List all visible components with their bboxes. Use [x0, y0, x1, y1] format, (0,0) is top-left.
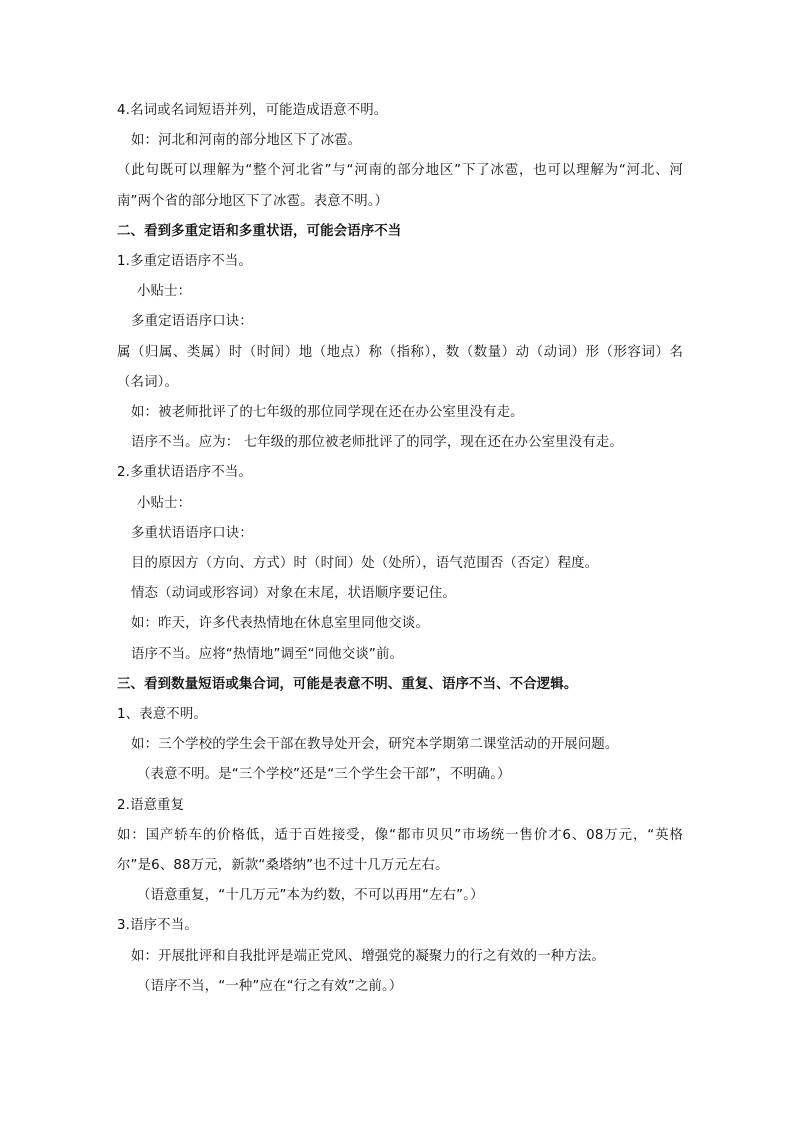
- example-line: 如：河北和河南的部分地区下了冰雹。: [131, 133, 362, 149]
- explanation-line: （语序不当，“一种”应在“行之有效”之前。）: [137, 978, 403, 994]
- list-item-heading: 2.多重状语语序不当。: [117, 465, 252, 481]
- correction-line: 语序不当。应为： 七年级的那位被老师批评了的同学，现在还在办公室里没有走。: [131, 435, 623, 451]
- list-item-heading: 3.语序不当。: [117, 918, 198, 934]
- list-item-heading: 4.名词或名词短语并列，可能造成语意不明。: [117, 103, 388, 118]
- example-line: 如：被老师批评了的七年级的那位同学现在还在办公室里没有走。: [131, 405, 524, 421]
- document-body: [117, 96, 683, 1002]
- list-item-heading: 1.多重定语语序不当。: [117, 254, 252, 270]
- explanation-line: （语意重复，“十几万元”本为约数，不可以再用“左右”。）: [137, 888, 484, 904]
- list-item-heading: 1、表意不明。: [117, 707, 207, 723]
- example-line: 如：昨天，许多代表热情地在休息室里同他交谈。: [131, 616, 429, 632]
- explanation-line: （表意不明。是“三个学校”还是“三个学生会干部”，不明确。）: [137, 767, 511, 783]
- tip-label: 小贴士：: [137, 284, 192, 300]
- example-line: 如：三个学校的学生会干部在教导处开会，研究本学期第二课堂活动的开展问题。: [131, 737, 619, 753]
- section-heading-2: 二、看到多重定语和多重状语，可能会语序不当: [117, 223, 402, 239]
- correction-line: 语序不当。应将“热情地”调至“同他交谈”前。: [131, 646, 404, 662]
- rhyme-title: 多重状语语序口诀：: [131, 525, 253, 541]
- rhyme-line: 目的原因方（方向、方式）时（时间）处（处所），语气范围否（否定）程度。: [131, 556, 599, 572]
- list-item-heading: 2.语意重复: [117, 797, 185, 813]
- explanation-paragraph: （此句既可以理解为“整个河北省”与“河南的部分地区”下了冰雹，也可以理解为“河北、河南”两个省的部分地区下了冰雹。表意不明。）: [117, 163, 683, 209]
- example-paragraph: 如：国产轿车的价格低，适于百姓接受，像“都市贝贝”市场统一售价才6、08万元，“英格尔”是6、88万元，新款“桑塔纳”也不过十几万元左右。: [117, 827, 683, 874]
- rhyme-line: 情态（动词或形容词）对象在末尾，状语顺序要记住。: [131, 586, 456, 602]
- section-heading-3: 三、看到数量短语或集合词，可能是表意不明、重复、语序不当、不合逻辑。: [117, 676, 578, 692]
- tip-label: 小贴士：: [137, 495, 192, 511]
- rhyme-title: 多重定语语序口诀：: [131, 314, 253, 330]
- example-line: 如：开展批评和自我批评是端正党风、增强党的凝聚力的行之有效的一种方法。: [131, 948, 605, 964]
- rhyme-paragraph: 属（归属、类属）时（时间）地（地点）称（指称），数（数量）动（动词）形（形容词）名（名词）。: [117, 344, 683, 390]
